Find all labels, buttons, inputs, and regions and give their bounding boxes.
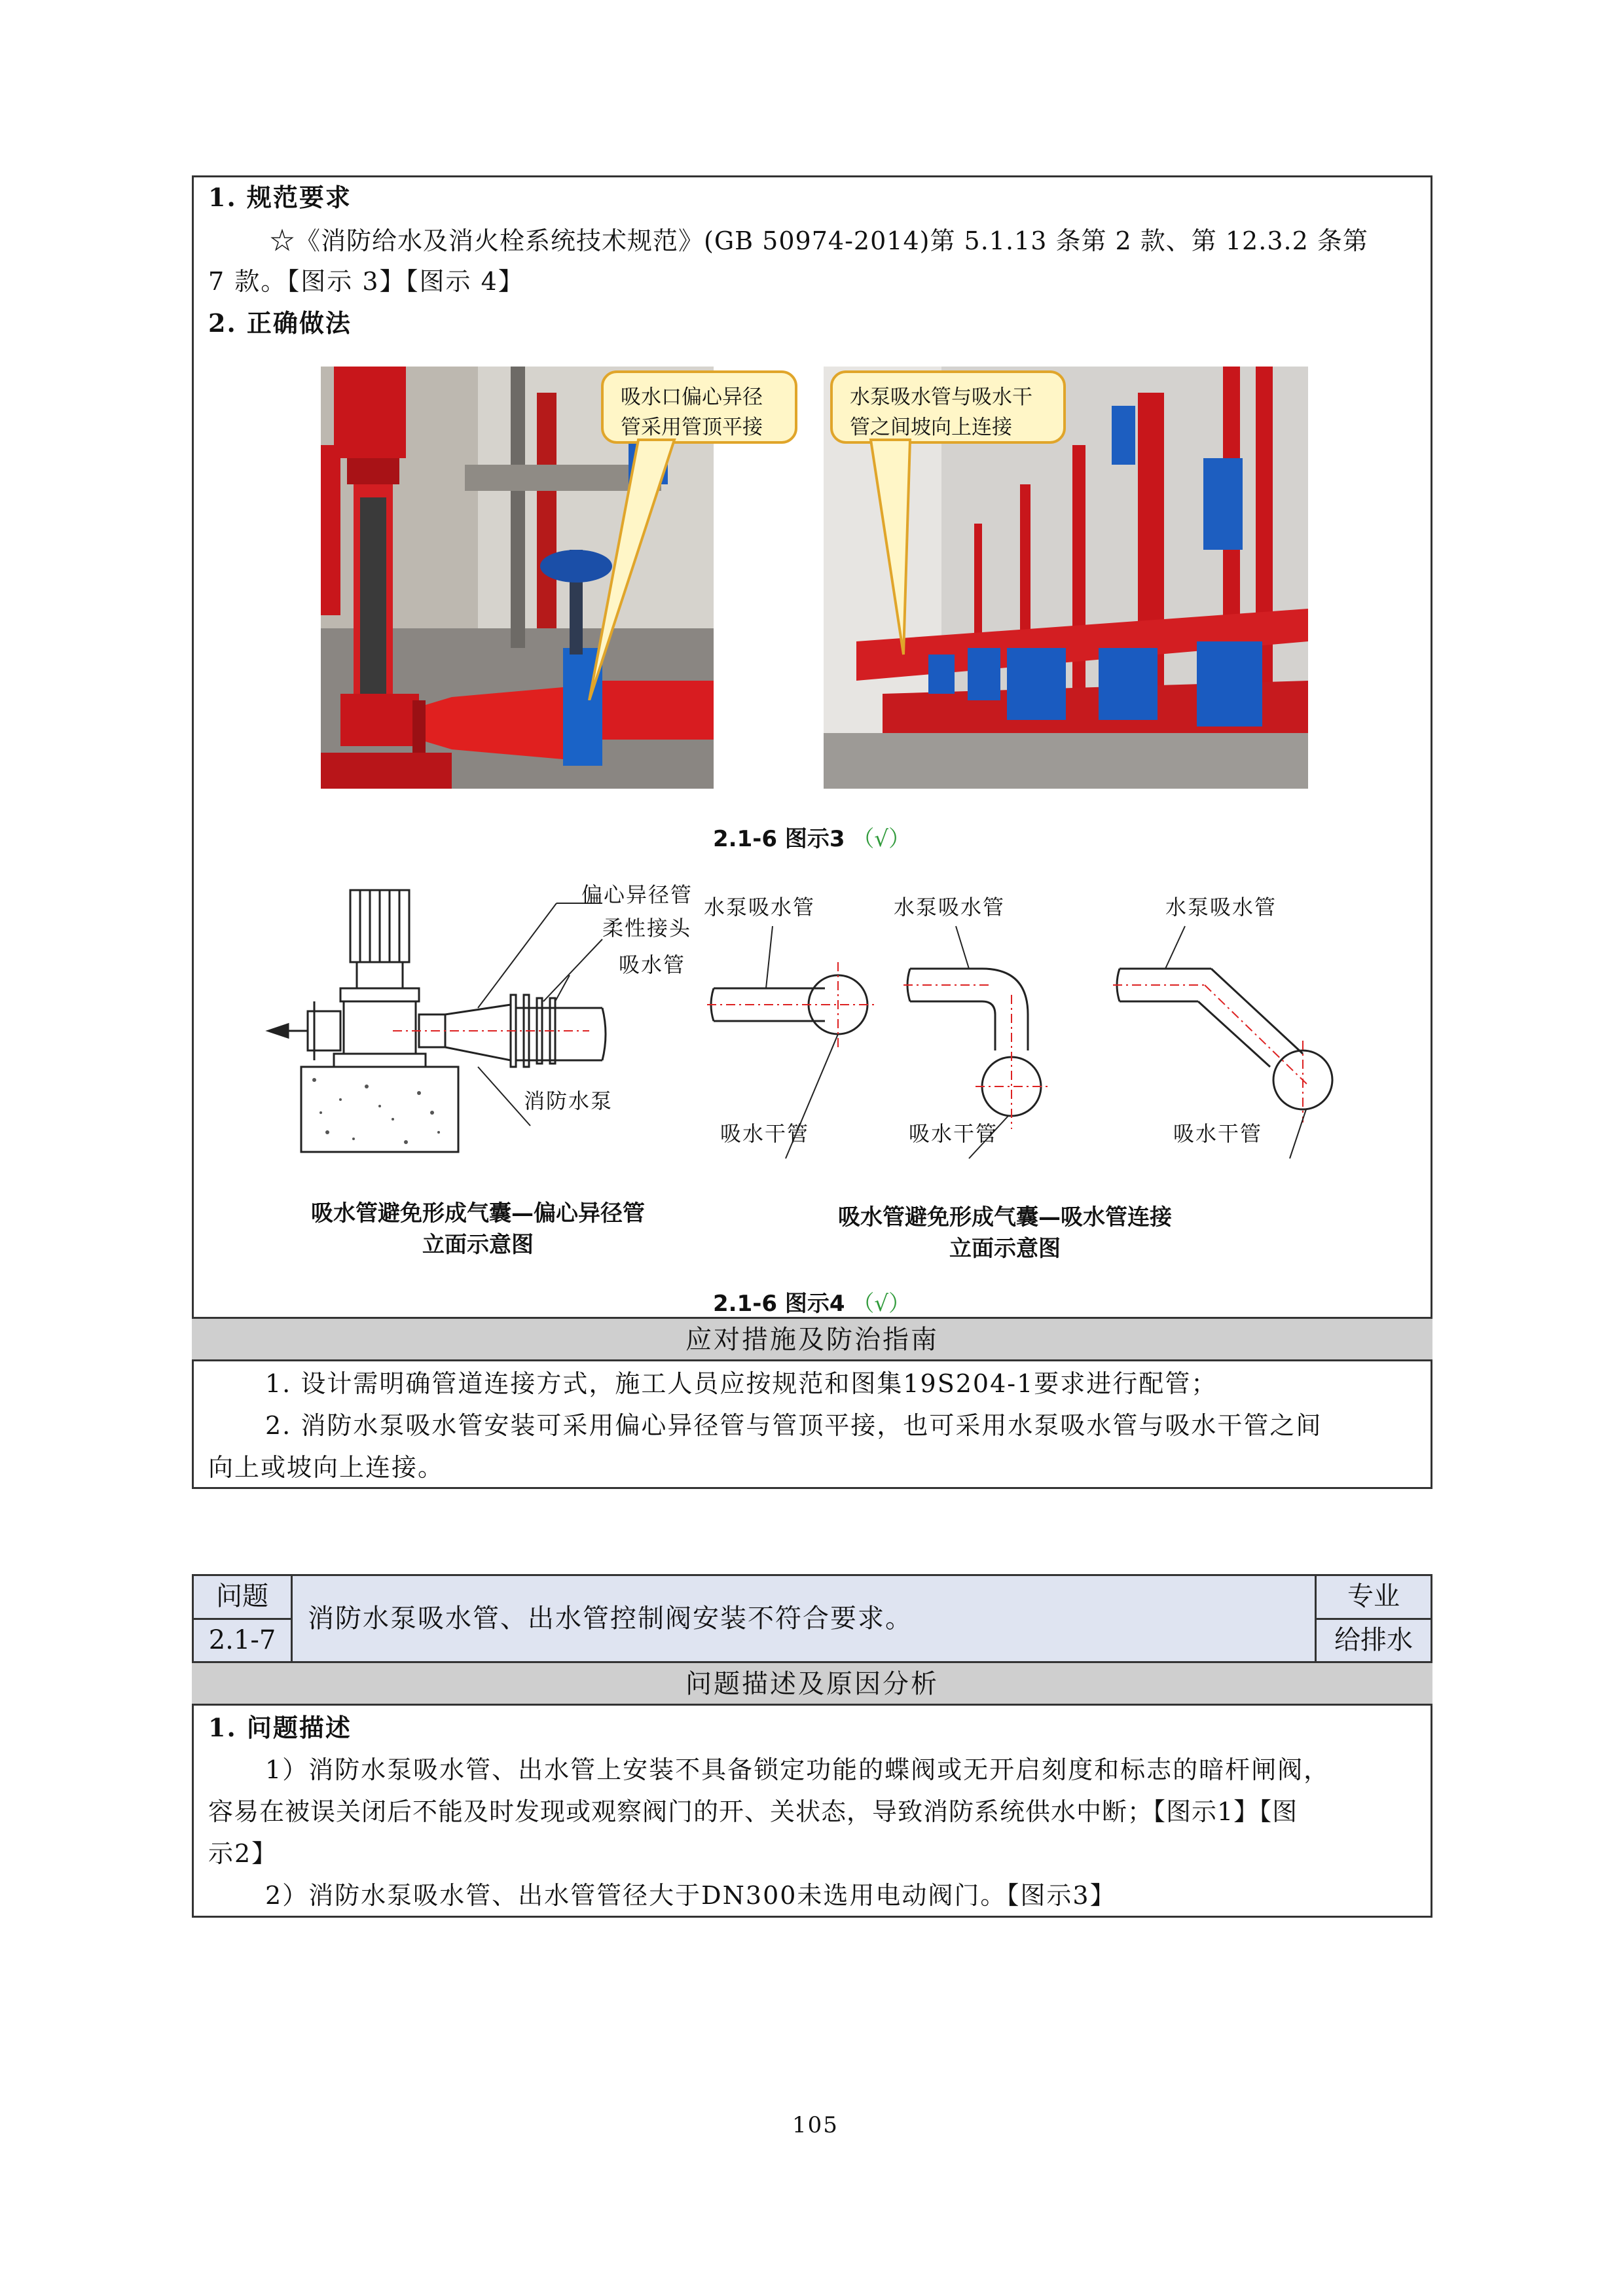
correct-practice-heading: 2. 正确做法 — [208, 308, 352, 338]
label-a-pump-suction: 水泵吸水管 — [704, 895, 816, 920]
label-c-pump-suction: 水泵吸水管 — [1165, 895, 1277, 920]
spec-text-line2: 7 款。【图示 3】【图示 4】 — [208, 267, 524, 296]
problem-item-1-line3: 示2】 — [208, 1839, 278, 1868]
guide-section-header: 应对措施及防治指南 — [192, 1317, 1432, 1361]
label-flexible-joint: 柔性接头 — [602, 916, 692, 941]
major-label: 专业 — [1347, 1581, 1400, 1611]
spec-text-line1: ☆《消防给水及消火栓系统技术规范》(GB 50974-2014)第 5.1.13 条第 2 款、第 12.3.2 条第 — [270, 226, 1368, 255]
guide-item-2-line1: 2. 消防水泵吸水管安装可采用偏心异径管与管顶平接，也可采用水泵吸水管与吸水干管之间 — [265, 1411, 1322, 1440]
figure4-caption-text: 2.1-6 图示4 — [713, 1291, 845, 1317]
label-b-main-suction: 吸水干管 — [909, 1121, 998, 1146]
issue-code: 2.1-7 — [208, 1625, 276, 1655]
photo-right-callout — [830, 370, 1066, 444]
diagram-right-title-line1: 吸水管避免形成气囊—吸水管连接 — [838, 1204, 1172, 1230]
major-value: 给排水 — [1334, 1625, 1413, 1655]
problem-heading: 1. 问题描述 — [208, 1713, 352, 1742]
photo-left-callout-line2: 管采用管顶平接 — [621, 416, 763, 439]
label-eccentric-reducer: 偏心异径管 — [581, 882, 693, 907]
figure4-check-mark: （√） — [852, 1291, 911, 1317]
concrete-base-texture — [312, 1078, 440, 1144]
photo-left-callout-line1: 吸水口偏心异径 — [621, 386, 763, 409]
label-a-main-suction: 吸水干管 — [720, 1121, 810, 1146]
problem-item-1-line1: 1）消防水泵吸水管、出水管上安装不具备锁定功能的蝶阀或无开启刻度和标志的暗杆闸阀， — [265, 1755, 1330, 1784]
figure3-caption-text: 2.1-6 图示3 — [713, 826, 845, 852]
problem-item-1-line2: 容易在被误关闭后不能及时发现或观察阀门的开、关状态，导致消防系统供水中断；【图示1】【图 — [208, 1797, 1298, 1826]
photo-left-callout — [601, 370, 797, 444]
spec-heading: 1. 规范要求 — [208, 183, 352, 212]
figure3-check-mark: （√） — [852, 826, 911, 852]
label-suction-pipe: 吸水管 — [619, 952, 686, 977]
photo-left-callout-pointer — [576, 439, 707, 700]
issue-title: 消防水泵吸水管、出水管控制阀安装不符合要求。 — [308, 1604, 913, 1634]
label-c-main-suction: 吸水干管 — [1173, 1121, 1263, 1146]
issue-label: 问题 — [216, 1581, 268, 1611]
guide-item-1: 1. 设计需明确管道连接方式，施工人员应按规范和图集19S204-1要求进行配管； — [265, 1369, 1218, 1398]
diagram-left-title-line1: 吸水管避免形成气囊—偏心异径管 — [311, 1200, 645, 1227]
page-number: 105 — [792, 2112, 839, 2138]
photo-right-callout-pointer — [858, 439, 956, 661]
guide-item-2-line2: 向上或坡向上连接。 — [208, 1453, 445, 1482]
photo-right-callout-line1: 水泵吸水管与吸水干 — [850, 386, 1032, 409]
analysis-section-header: 问题描述及原因分析 — [192, 1661, 1432, 1706]
figure3-caption — [655, 821, 969, 853]
label-b-pump-suction: 水泵吸水管 — [894, 895, 1006, 920]
label-fire-pump: 消防水泵 — [524, 1088, 613, 1113]
diagram-left-title-line2: 立面示意图 — [422, 1232, 534, 1258]
diagram-right-title-line2: 立面示意图 — [949, 1236, 1061, 1262]
figure4-caption — [655, 1285, 969, 1318]
photo-right-callout-line2: 管之间坡向上连接 — [850, 416, 1012, 439]
problem-item-2: 2）消防水泵吸水管、出水管管径大于DN300未选用电动阀门。【图示3】 — [265, 1881, 1116, 1910]
